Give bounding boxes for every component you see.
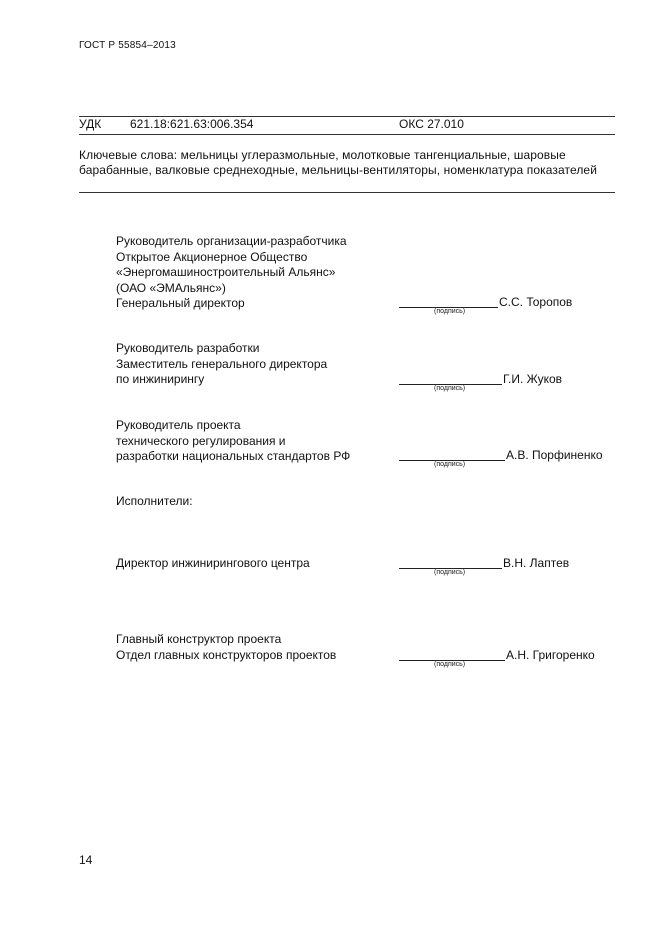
executor-block-engineering-director [116,556,310,572]
udk-rule [79,134,615,135]
signatory-block-development-head [116,341,327,388]
signatory-line: по инжинирингу [116,372,205,386]
udk-label: УДК [79,117,102,131]
signatory-line: Открытое Акционерное Общество [116,249,308,264]
signature-hint: (подпись) [434,385,466,392]
signature-hint: (подпись) [434,308,466,315]
signatory-line: технического регулирования и [116,433,286,448]
signatory-line: Руководитель проекта [116,418,241,432]
signature-hint: (подпись) [434,569,466,576]
udk-value: 621.18:621.63:006.354 [130,117,254,131]
executor-block-chief-designer [116,632,336,663]
executors-heading: Исполнители: [116,494,193,508]
signatory-line: разработки национальных стандартов РФ [116,449,351,463]
signatory-line: «Энергомашиностроительный Альянс» [116,265,336,279]
keywords-paragraph: Ключевые слова: мельницы углеразмольные, молотковые тангенциальные, шаровые барабанные, валковые среднеходные, мельницы-вентиляторы, номенклатура показателей [79,148,598,177]
signature-hint: (подпись) [434,661,466,668]
signatory-block-developer-head [116,234,347,312]
signatory-name: Г.И. Жуков [503,372,563,386]
oks-code: ОКС 27.010 [399,117,464,131]
signatory-block-project-head [116,418,350,465]
signatory-line: Генеральный директор [116,296,245,310]
executor-line: Отдел главных конструкторов проектов [116,647,337,662]
signature-hint: (подпись) [434,461,466,468]
signatory-name: А.В. Порфиненко [506,448,603,462]
page-number: 14 [79,853,93,867]
signatory-name: С.С. Торопов [499,295,573,309]
keywords-rule [79,192,615,193]
signatory-line: (ОАО «ЭМАльянс») [116,280,226,295]
executor-name: В.Н. Лаптев [503,556,570,570]
signatory-line: Руководитель разработки [116,341,260,355]
executor-line: Директор инжинирингового центра [116,556,310,570]
signatory-line: Руководитель организации-разработчика [116,234,347,248]
document-header: ГОСТ Р 55854–2013 [79,40,176,51]
signatory-line: Заместитель генерального директора [116,356,328,371]
executor-name: А.Н. Григоренко [506,648,595,662]
executor-line: Главный конструктор проекта [116,632,282,646]
